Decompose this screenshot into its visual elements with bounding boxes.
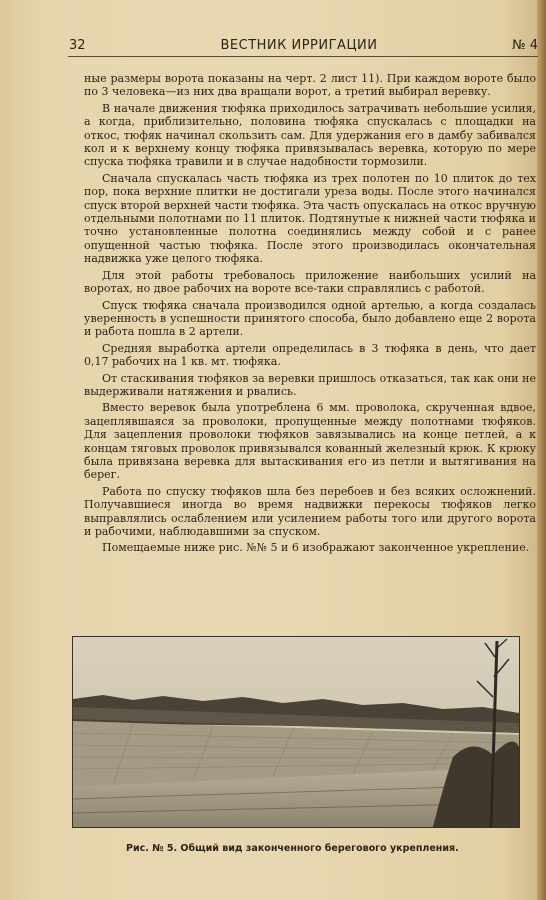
paragraph: От стаскивания тюфяков за веревки пришлось отказаться, так как они не выдерживали натяжения и рвались. [84,371,536,398]
journal-title: ВЕСТНИК ИРРИГАЦИИ [220,38,378,53]
header-rule [68,56,538,57]
paragraph: Помещаемые ниже рис. №№ 5 и 6 изображают законченное укрепление. [102,541,530,555]
issue-number: № 4 [512,38,538,53]
paragraph: Вместо веревок была употреблена 6 мм. проволока, скрученная вдвое, зацеплявшаяся за проволоки, пропущенные между полотнами тюфяков. Для зацепления проволоки тюфяков завязывались на конце петлей, а к концам тяговых проволок привязывался кованный железный крюк. К крюку была привязана веревка для вытаскивания его из петли и вытягивания на берег. [84,401,536,482]
page-number: 32 [69,38,86,53]
paragraph: Спуск тюфяка сначала производился одной артелью, а когда создалась уверенность в успешности принятого способа, было добавлено еще 2 ворота и работа пошла в 2 артели. [84,298,536,339]
paragraph: ные размеры ворота показаны на черт. 2 лист 11). При каждом вороте было по 3 человека—из них два вращали ворот, а третий выбирал веревку. [84,72,536,99]
photo-illustration [73,637,519,827]
page-edge [537,0,546,900]
running-header [60,36,538,56]
paragraph: Работа по спуску тюфяков шла без перебоев и без всяких осложнений. Получавшиеся иногда во время надвижки перекосы тюфяков легко выправлялись ослаблением или усилением работы того или другого ворота и рабочими, наблюдавшими за спуском. [84,484,536,538]
paragraph: Для этой работы требовалось приложение наибольших усилий на воротах, но двое рабочих на вороте все-таки справлялись с работой. [84,268,536,296]
paragraph: Средняя выработка артели определилась в 3 тюфяка в день, что дает 0,17 рабочих на 1 кв. мт. тюфяка. [84,341,536,369]
paragraph: Сначала спускалась часть тюфяка из трех полотен по 10 плиток до тех пор, пока верхние плитки не достигали уреза воды. После этого начинался спуск второй верхней части тюфяка. Эта часть опускалась на откос вручную отдельными полотнами по 11 плиток. Подтянутые к нижней части тюфяка и точно установленные полотна соединялись между собой и с ранее опущенной частью тюфяка. После этого производилась окончательная надвижка уже целого тюфяка. [84,171,536,266]
figure-caption: Рис. № 5. Общий вид законченного берегового укрепления. [126,843,459,854]
riverbank-photo [72,636,520,828]
paragraph: В начале движения тюфяка приходилось затрачивать небольшие усилия, а когда, приблизительно, половина тюфяка спускалась с площадки на откос, тюфяк начинал скользить сам. Для удержания его в дамбу забивался кол и к верхнему концу тюфяка привязывалась веревка, которую по мере спуска тюфяка травили и в случае надобности тормозили. [84,101,536,169]
body-text [84,72,536,558]
